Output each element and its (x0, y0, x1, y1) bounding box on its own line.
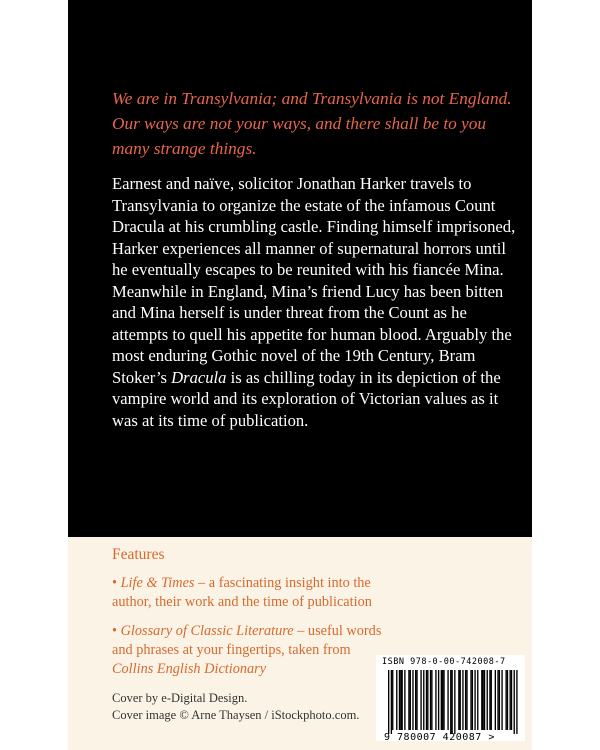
blurb-text-start: Earnest and naïve, solicitor Jonathan Harker travels to Transylvania to organize the estate of the infamous Count Dracula at his crumbling castle. Finding himself imprisoned, Harker experiences all manner of supernatural horrors until he eventually escapes to be reunited with his fiancée Mina. Meanwhile in England, Mina’s friend Lucy has been bitten and Mina herself is under threat from the Count as he attempts to quell his appetite for human blood. Arguably the most enduring Gothic novel of the 19th Century, Bram Stoker’s (112, 174, 516, 387)
isbn-label: ISBN 978-0-00-742008-7 (382, 657, 506, 667)
feature-description: – useful words and phrases at your fingertips, taken from (112, 623, 382, 658)
bullet-icon: • (112, 623, 118, 639)
features-heading: Features (112, 546, 165, 563)
blurb-text-end: is as chilling today in its depiction of the vampire world and its exploration of Victorian values as it was at its time of publication. (112, 367, 501, 430)
barcode-digits: 9 780007 420087 > (384, 732, 495, 743)
feature-name: Life & Times (120, 575, 195, 591)
credit-design: Cover by e-Digital Design. (112, 691, 248, 705)
feature-description: – a fascinating insight into the author, their work and the time of publication (112, 575, 372, 610)
feature-source: Collins English Dictionary (112, 661, 267, 677)
bullet-icon: • (112, 575, 118, 591)
epigraph-quote: We are in Transylvania; and Transylvania is not England. Our ways are not your ways, and there shall be to you many strange things. (112, 89, 512, 158)
feature-name: Glossary of Classic Literature (120, 623, 294, 639)
blurb-book-title: Dracula (171, 367, 227, 387)
credit-image: Cover image © Arne Thaysen / iStockphoto.com. (112, 708, 360, 722)
